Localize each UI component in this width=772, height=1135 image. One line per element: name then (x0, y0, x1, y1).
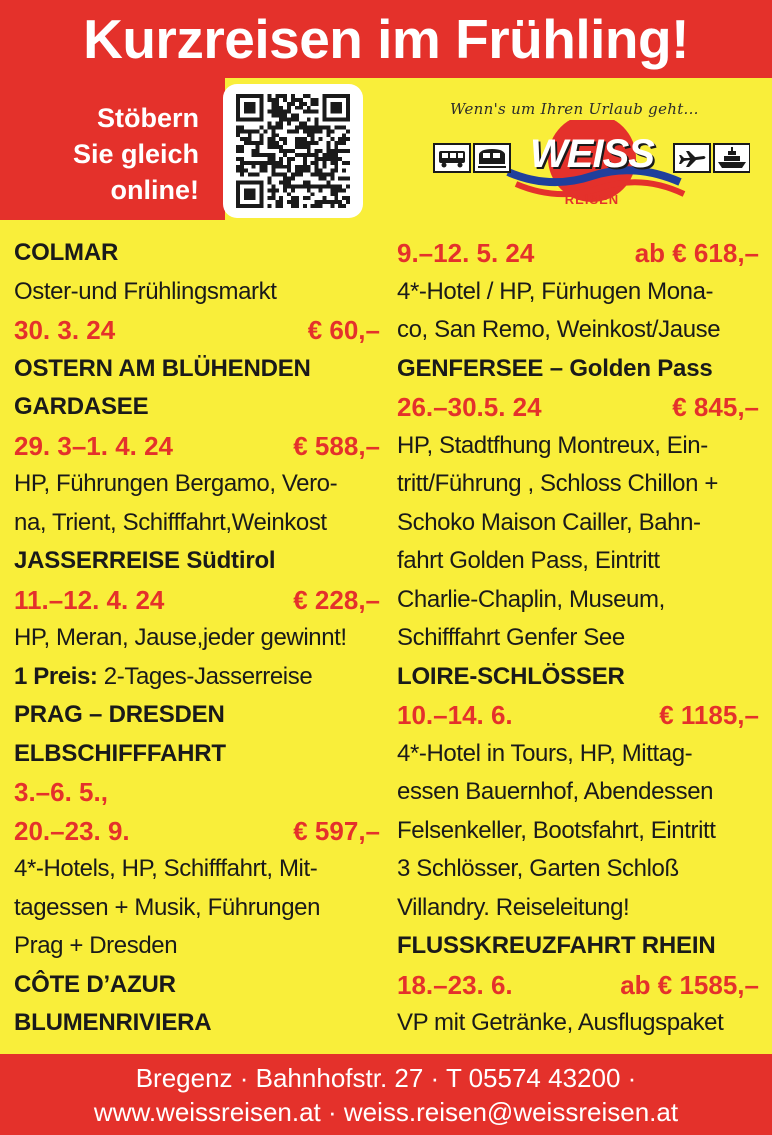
tour-description: Schoko Maison Cailler, Bahn- (397, 508, 701, 536)
logo-tagline: Wenn's um Ihren Urlaub geht... (450, 100, 699, 118)
header-banner (0, 0, 772, 78)
tour-description: Oster-und Frühlingsmarkt (14, 277, 277, 305)
tour-description: 4*-Hotel / HP, Fürhugen Mona- (397, 277, 714, 305)
footer (0, 1054, 772, 1135)
promo-box (0, 78, 225, 220)
tour-title: OSTERN AM BLÜHENDEN (14, 354, 311, 382)
tour-date-price (397, 696, 759, 735)
tour-description: fahrt Golden Pass, Eintritt (397, 547, 660, 574)
tour-title: PRAG – DRESDEN (14, 701, 225, 728)
train-icon (474, 144, 510, 172)
tour-description: Charlie-Chaplin, Museum, (397, 585, 665, 613)
tour-description: na, Trient, Schifffahrt,Weinkost (14, 508, 327, 536)
logo-sub: REISEN (564, 192, 620, 207)
tour-prize (14, 658, 380, 697)
tour-description: Schifffahrt Genfer See (397, 624, 625, 651)
tour-title: JASSERREISE Südtirol (14, 547, 276, 574)
tour-price: € 60,– (307, 315, 380, 345)
tour-description: 3 Schlösser, Garten Schloß (397, 855, 679, 882)
tour-price: € 588,– (293, 430, 380, 461)
tour-description: Felsenkeller, Bootsfahrt, Eintritt (397, 816, 716, 844)
tour-description: Villandry. Reiseleitung! (397, 893, 630, 921)
footer-contact-links[interactable]: www.weissreisen.at · weiss.reisen@weissreisen.at (93, 1097, 679, 1127)
tour-title: GENFERSEE – Golden Pass (397, 354, 713, 382)
tour-date: 26.–30.5. 24 (397, 392, 542, 422)
promo-line: Sie gleich (72, 139, 199, 169)
tour-date: 18.–23. 6. (397, 969, 513, 1000)
tour-date: 9.–12. 5. 24 (397, 238, 535, 268)
tour-date-price (397, 234, 759, 273)
tour-date-price (14, 773, 380, 812)
tour-price: ab € 618,– (634, 238, 759, 268)
tour-description: tritt/Führung , Schloss Chillon + (397, 470, 718, 497)
tour-description: 4*-Hotels, HP, Schifffahrt, Mit- (14, 855, 318, 882)
tour-date: 29. 3–1. 4. 24 (14, 430, 174, 461)
tour-title: COLMAR (14, 239, 119, 266)
qr-code[interactable] (235, 94, 351, 208)
tour-title: ELBSCHIFFFAHRT (14, 739, 226, 767)
prize-text: 2-Tages-Jasserreise (97, 662, 313, 690)
weiss-reisen-logo (430, 86, 750, 216)
tour-price: ab € 1585,– (620, 969, 759, 1000)
tour-title: BLUMENRIVIERA (14, 1009, 212, 1036)
tour-title: GARDASEE (14, 393, 149, 420)
promo-line: online! (110, 175, 199, 205)
tour-date-price (14, 812, 380, 851)
plane-icon (674, 144, 710, 172)
tour-date: 10.–14. 6. (397, 700, 513, 730)
tour-title: FLUSSKREUZFAHRT RHEIN (397, 932, 716, 959)
footer-address: Bregenz · Bahnhofstr. 27 · T 05574 43200 · (135, 1063, 637, 1093)
tour-description: HP, Führungen Bergamo, Vero- (14, 470, 338, 497)
tour-date: 20.–23. 9. (14, 815, 130, 846)
tour-title: CÔTE D’AZUR (14, 970, 176, 998)
ship-icon (714, 144, 750, 172)
tour-date: 30. 3. 24 (14, 315, 116, 345)
promo-line: Stöbern (96, 103, 199, 133)
tour-date: 11.–12. 4. 24 (14, 584, 165, 615)
tour-description: tagessen + Musik, Führungen (14, 893, 321, 921)
prize-label: 1 Preis: (14, 662, 98, 690)
tour-description: HP, Meran, Jause,jeder gewinnt! (14, 624, 347, 651)
logo-brand: WEISS (530, 132, 654, 176)
bus-icon (434, 144, 470, 172)
tour-price: € 228,– (293, 584, 380, 615)
qr-code-card[interactable] (223, 84, 363, 218)
tour-description: Prag + Dresden (14, 932, 178, 959)
page-title: Kurzreisen im Frühling! (83, 8, 689, 70)
tour-description: co, San Remo, Weinkost/Jause (397, 316, 721, 343)
right-column (397, 234, 759, 1043)
tour-description: VP mit Getränke, Ausflugspaket (397, 1009, 724, 1036)
tour-description: essen Bauernhof, Abendessen (397, 778, 714, 805)
promo-text (73, 100, 199, 208)
tour-price: € 1185,– (659, 700, 759, 730)
tour-description: HP, Stadtfhung Montreux, Ein- (397, 431, 708, 459)
tour-description: 4*-Hotel in Tours, HP, Mittag- (397, 739, 693, 767)
tour-price: € 597,– (293, 815, 380, 846)
tour-date-price (397, 966, 759, 1005)
tour-price: € 845,– (672, 392, 759, 422)
tour-date-price (14, 311, 380, 350)
tour-date: 3.–6. 5., (14, 777, 108, 807)
left-column (14, 234, 380, 1043)
tour-date-price (397, 388, 759, 427)
tour-title: LOIRE-SCHLÖSSER (397, 662, 625, 690)
tour-date-price (14, 581, 380, 620)
tour-date-price (14, 427, 380, 466)
